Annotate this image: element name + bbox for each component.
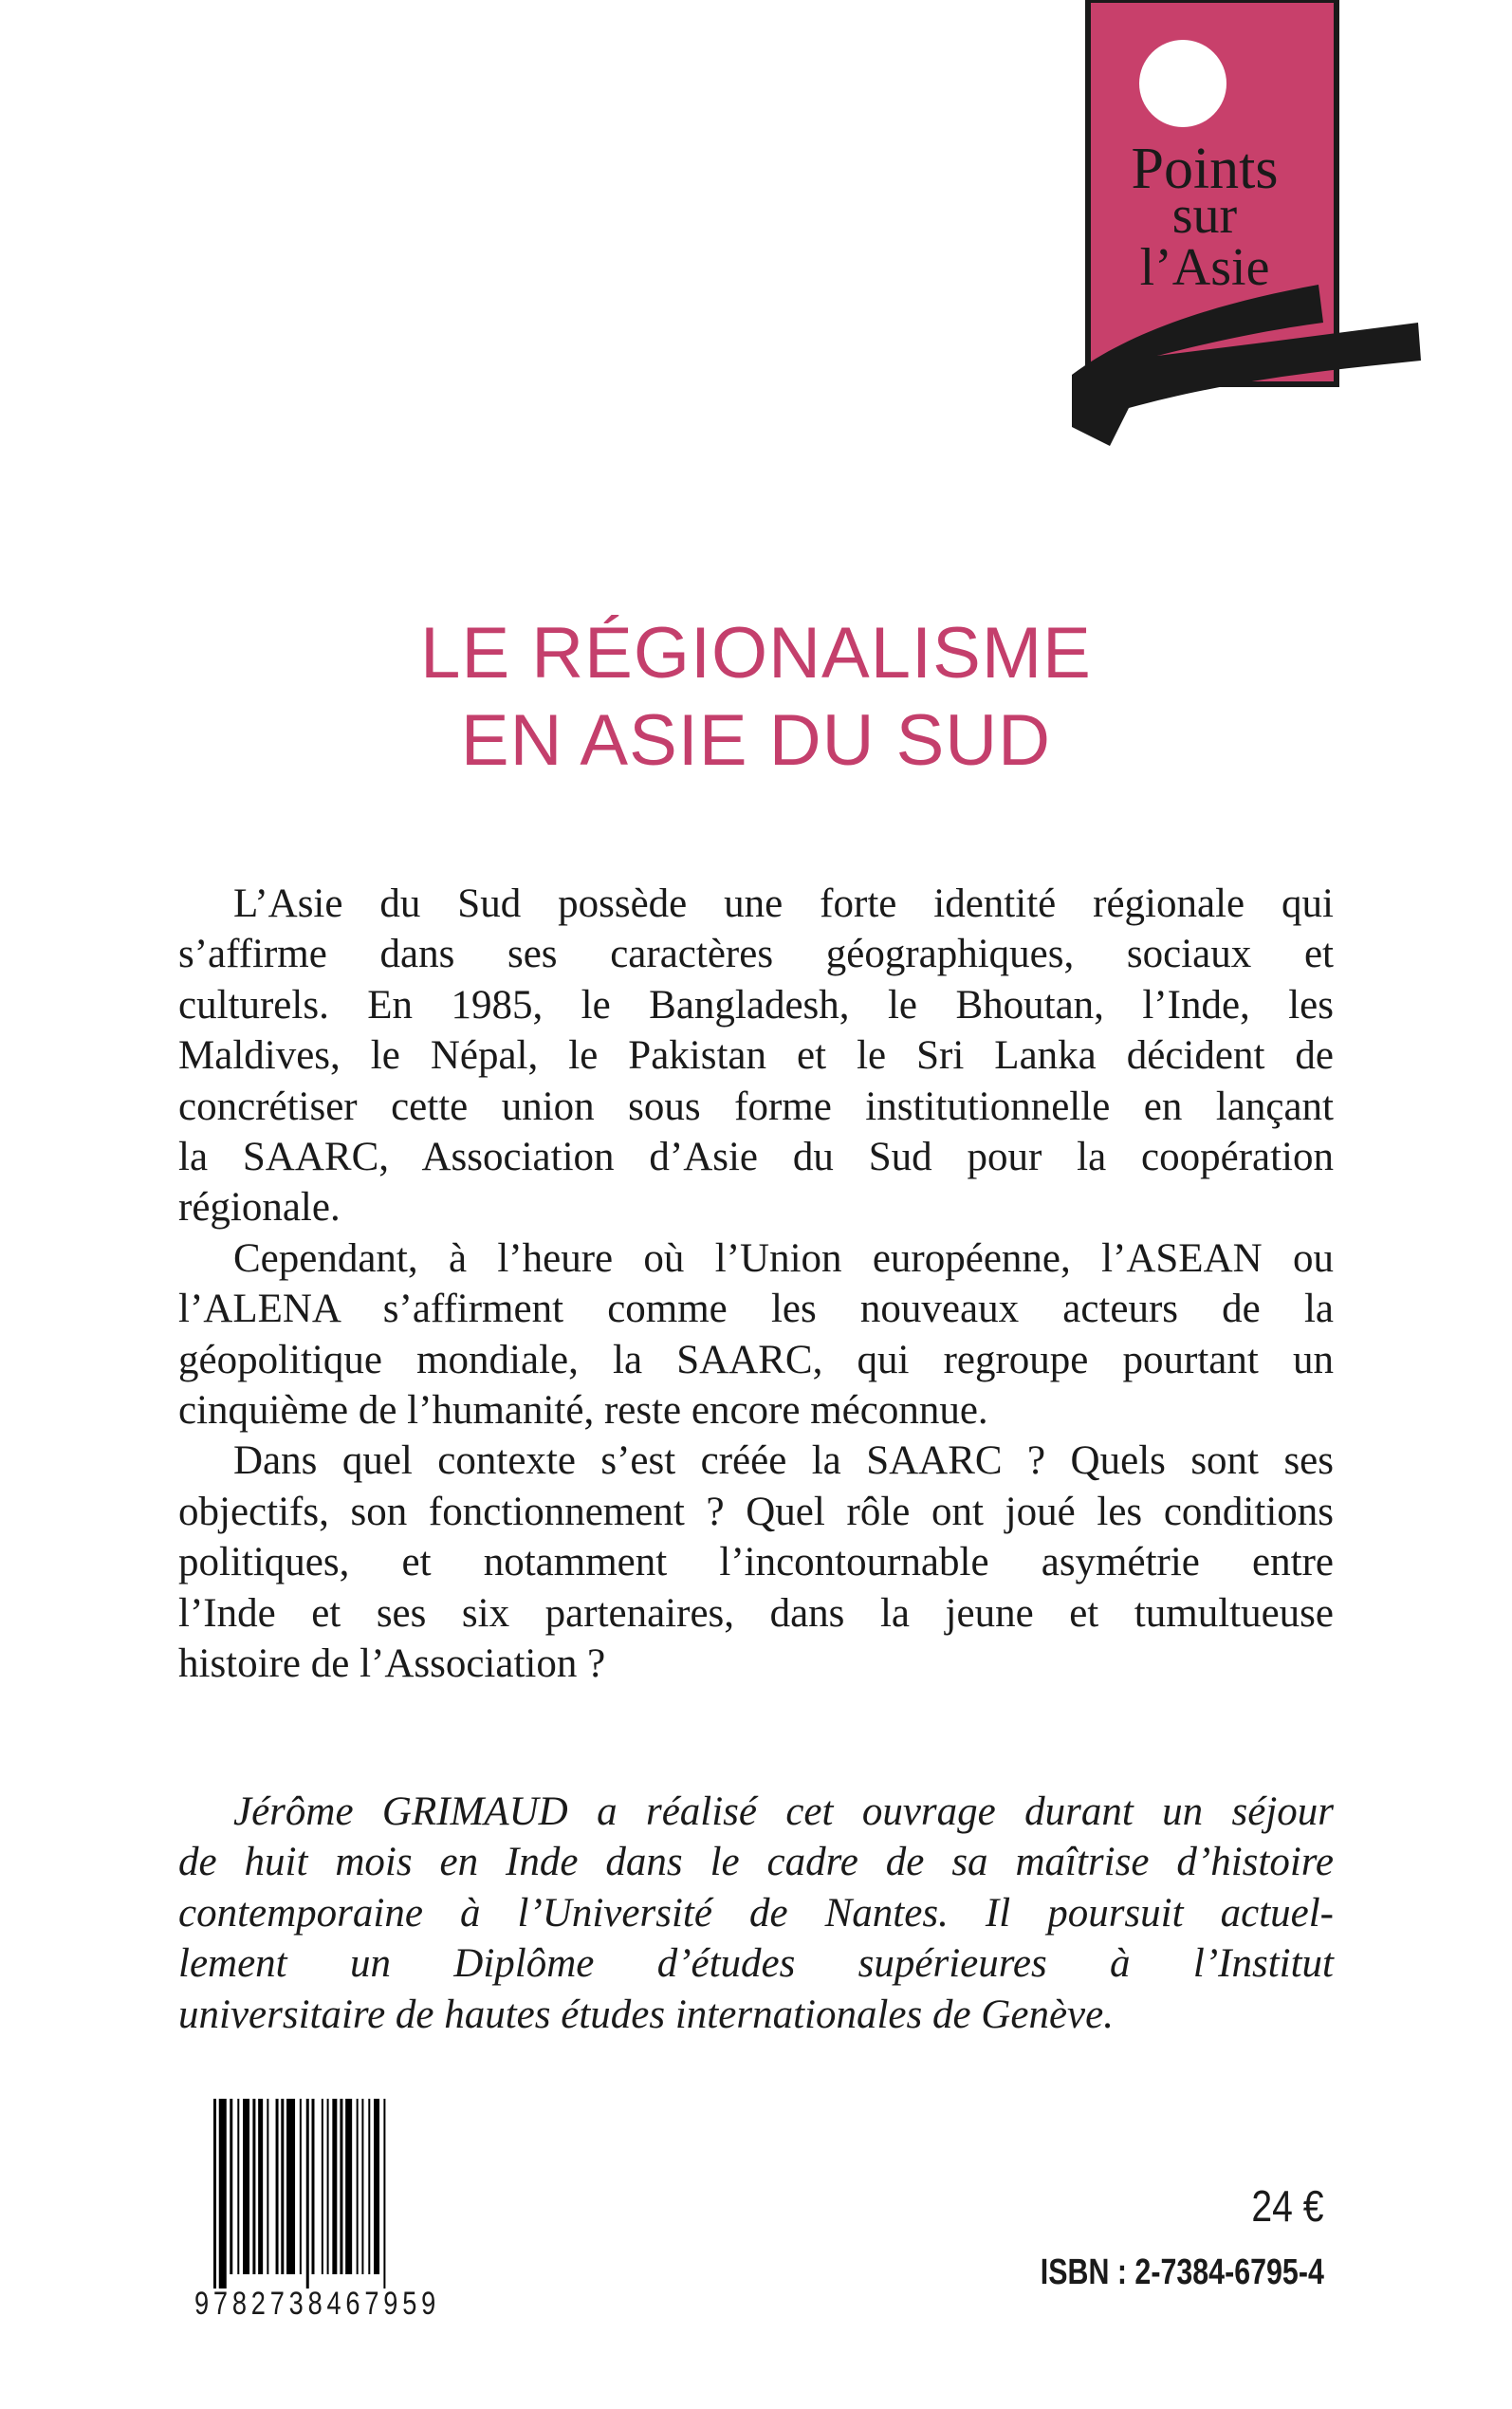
barcode-bars: [194, 2099, 507, 2289]
summary-line: L’Asie du Sud possède une forte identité régionale qui: [233, 881, 1334, 926]
summary-line: géopolitique mondiale, la SAARC, qui regroupe pourtant un: [178, 1337, 1334, 1382]
logo-circle-icon: [1139, 40, 1226, 127]
barcode-bar: [243, 2099, 249, 2274]
barcode-bar: [219, 2099, 227, 2289]
summary-line: objectifs, son fonctionnement ? Quel rôle ont joué les conditions: [178, 1489, 1334, 1534]
summary-line: Dans quel contexte s’est créée la SAARC ? Quels sont ses: [233, 1438, 1334, 1484]
bio-line: contemporaine à l’Université de Nantes. Il poursuit actuel-: [178, 1890, 1334, 1936]
publisher-logo: [1043, 0, 1423, 455]
title-line-2: EN ASIE DU SUD: [460, 700, 1052, 781]
author-bio: [178, 1787, 1334, 2040]
bio-line: universitaire de hautes études internationales de Genève.: [178, 1992, 1114, 2037]
barcode-bar: [361, 2099, 363, 2274]
book-title: [0, 610, 1512, 785]
price: 24 €: [1251, 2181, 1324, 2231]
bio-line: Jérôme GRIMAUD a réalisé cet ouvrage durant un séjour: [233, 1789, 1334, 1834]
barcode-bar: [368, 2099, 370, 2274]
barcode-bar: [332, 2099, 337, 2274]
summary-line: cinquième de l’humanité, reste encore méconnue.: [178, 1388, 988, 1434]
barcode-bar: [374, 2099, 379, 2274]
barcode-bar: [281, 2099, 284, 2274]
summary-line: politiques, et notamment l’incontournable asymétrie entre: [178, 1540, 1334, 1585]
barcode-bar: [286, 2099, 295, 2274]
isbn: ISBN : 2-7384-6795-4: [1040, 2252, 1324, 2292]
barcode-bar: [267, 2099, 268, 2274]
barcode-bar: [327, 2099, 329, 2274]
summary-line: Cependant, à l’heure où l’Union européenne, l’ASEAN ou: [233, 1235, 1334, 1281]
barcode-bar: [230, 2099, 232, 2274]
logo-text-line-3: l’Asie: [1139, 238, 1270, 297]
barcode-bar: [340, 2099, 342, 2274]
summary-line: concrétiser cette union sous forme institutionnelle en lançant: [178, 1084, 1334, 1129]
barcode-bar: [276, 2099, 279, 2274]
summary-line: régionale.: [178, 1185, 341, 1231]
bio-line: lement un Diplôme d’études supérieures à l’Institut: [178, 1941, 1334, 1987]
summary-paragraph: [178, 879, 1334, 1233]
title-line-1: LE RÉGIONALISME: [420, 613, 1092, 694]
barcode-bar: [345, 2099, 352, 2274]
logo-text-line-1: Points: [1131, 137, 1279, 201]
barcode-bar: [237, 2099, 239, 2274]
barcode-bar: [322, 2099, 323, 2274]
summary-line: culturels. En 1985, le Bangladesh, le Bhoutan, l’Inde, les: [178, 982, 1334, 1028]
summary-line: Maldives, le Népal, le Pakistan et le Sri Lanka décident de: [178, 1033, 1334, 1079]
summary-line: l’Inde et ses six partenaires, dans la jeune et tumultueuse: [178, 1590, 1334, 1636]
summary-line: la SAARC, Association d’Asie du Sud pour la coopération: [178, 1135, 1334, 1180]
barcode-digits: 9782738467959: [194, 2286, 441, 2322]
summary-paragraph: [178, 1233, 1334, 1436]
barcode-bar: [306, 2099, 309, 2289]
summary-line: s’affirme dans ses caractères géographiques, sociaux et: [178, 932, 1334, 977]
summary-line: l’ALENA s’affirment comme les nouveaux acteurs de la: [178, 1287, 1334, 1332]
summary-text: [178, 879, 1334, 1690]
barcode-bar: [383, 2099, 385, 2289]
bio-line: de huit mois en Inde dans le cadre de sa maîtrise d’histoire: [178, 1840, 1334, 1885]
barcode-bar: [312, 2099, 315, 2274]
barcode-bar: [357, 2099, 359, 2274]
summary-line: histoire de l’Association ?: [178, 1641, 606, 1687]
barcode-bar: [300, 2099, 302, 2274]
barcode: [194, 2099, 507, 2322]
logo-text-line-2: sur: [1171, 186, 1238, 245]
barcode-bar: [213, 2099, 216, 2289]
barcode-bar: [252, 2099, 255, 2274]
summary-paragraph: [178, 1436, 1334, 1689]
barcode-bar: [258, 2099, 263, 2274]
